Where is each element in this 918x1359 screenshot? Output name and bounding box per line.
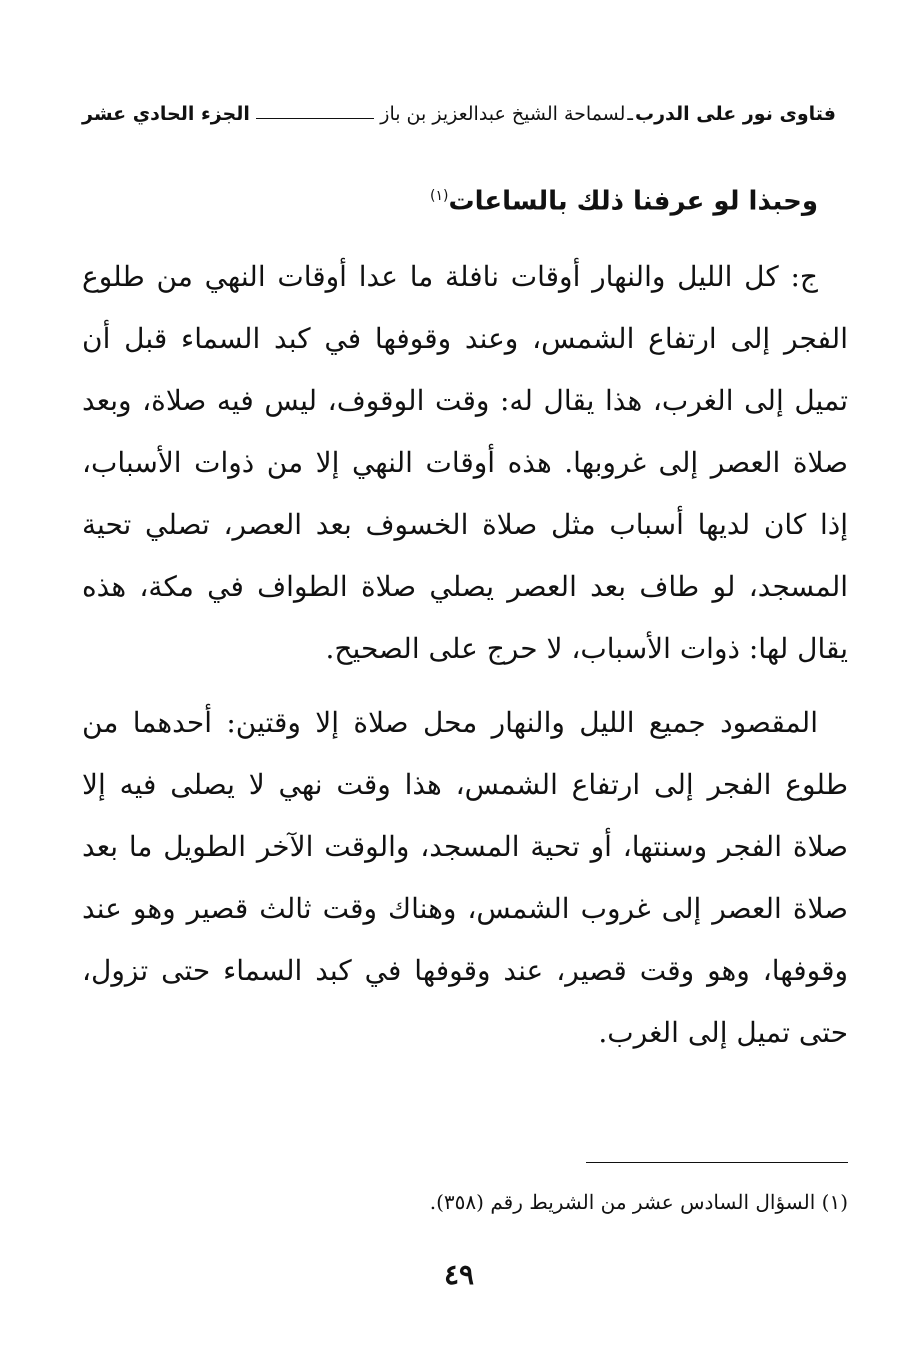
header-rule <box>256 118 374 119</box>
page-content <box>82 168 848 1064</box>
page-number: ٤٩ <box>443 1258 475 1291</box>
footnote-rule <box>586 1162 848 1163</box>
summary-paragraph: المقصود جميع الليل والنهار محل صلاة إلا وقتين: أحدهما من طلوع الفجر إلى ارتفاع الشمس، هذا وقت نهي لا يصلى فيه إلا صلاة الفجر وسنتها، أو تحية المسجد، والوقت الآخر الطويل ما بعد صلاة العصر إلى غروب الشمس، وهناك وقت ثالث قصير وهو عند وقوفها، وهو وقت قصير، عند وقوفها في كبد السماء حتى تزول، حتى تميل إلى الغرب. <box>82 705 848 1049</box>
footnote: (١) السؤال السادس عشر من الشريط رقم (٣٥٨). <box>429 1190 848 1214</box>
header-volume: الجزء الحادي عشر <box>82 103 250 125</box>
header-separator: ـ <box>627 103 633 125</box>
header-book-title: فتاوى نور على الدرب <box>635 103 836 125</box>
question-heading <box>82 168 818 230</box>
footnote-reference: (١) <box>430 188 449 204</box>
answer-paragraph: ج: كل الليل والنهار أوقات نافلة ما عدا أوقات النهي من طلوع الفجر إلى ارتفاع الشمس، وعند وقوفها في كبد السماء قبل أن تميل إلى الغرب، هذا يقال له: وقت الوقوف، ليس فيه صلاة، وبعد صلاة العصر إلى غروبها. هذه أوقات النهي إلا من ذوات الأسباب، إذا كان لديها أسباب مثل صلاة الخسوف بعد العصر، تصلي تحية المسجد، لو طاف بعد العصر يصلي صلاة الطواف في مكة، هذه يقال لها: ذوات الأسباب، لا حرج على الصحيح. <box>82 259 848 665</box>
header-author: لسماحة الشيخ عبدالعزيز بن باز <box>380 103 626 125</box>
question-text: وحبذا لو عرفنا ذلك بالساعات <box>448 186 818 217</box>
running-header <box>82 98 836 130</box>
